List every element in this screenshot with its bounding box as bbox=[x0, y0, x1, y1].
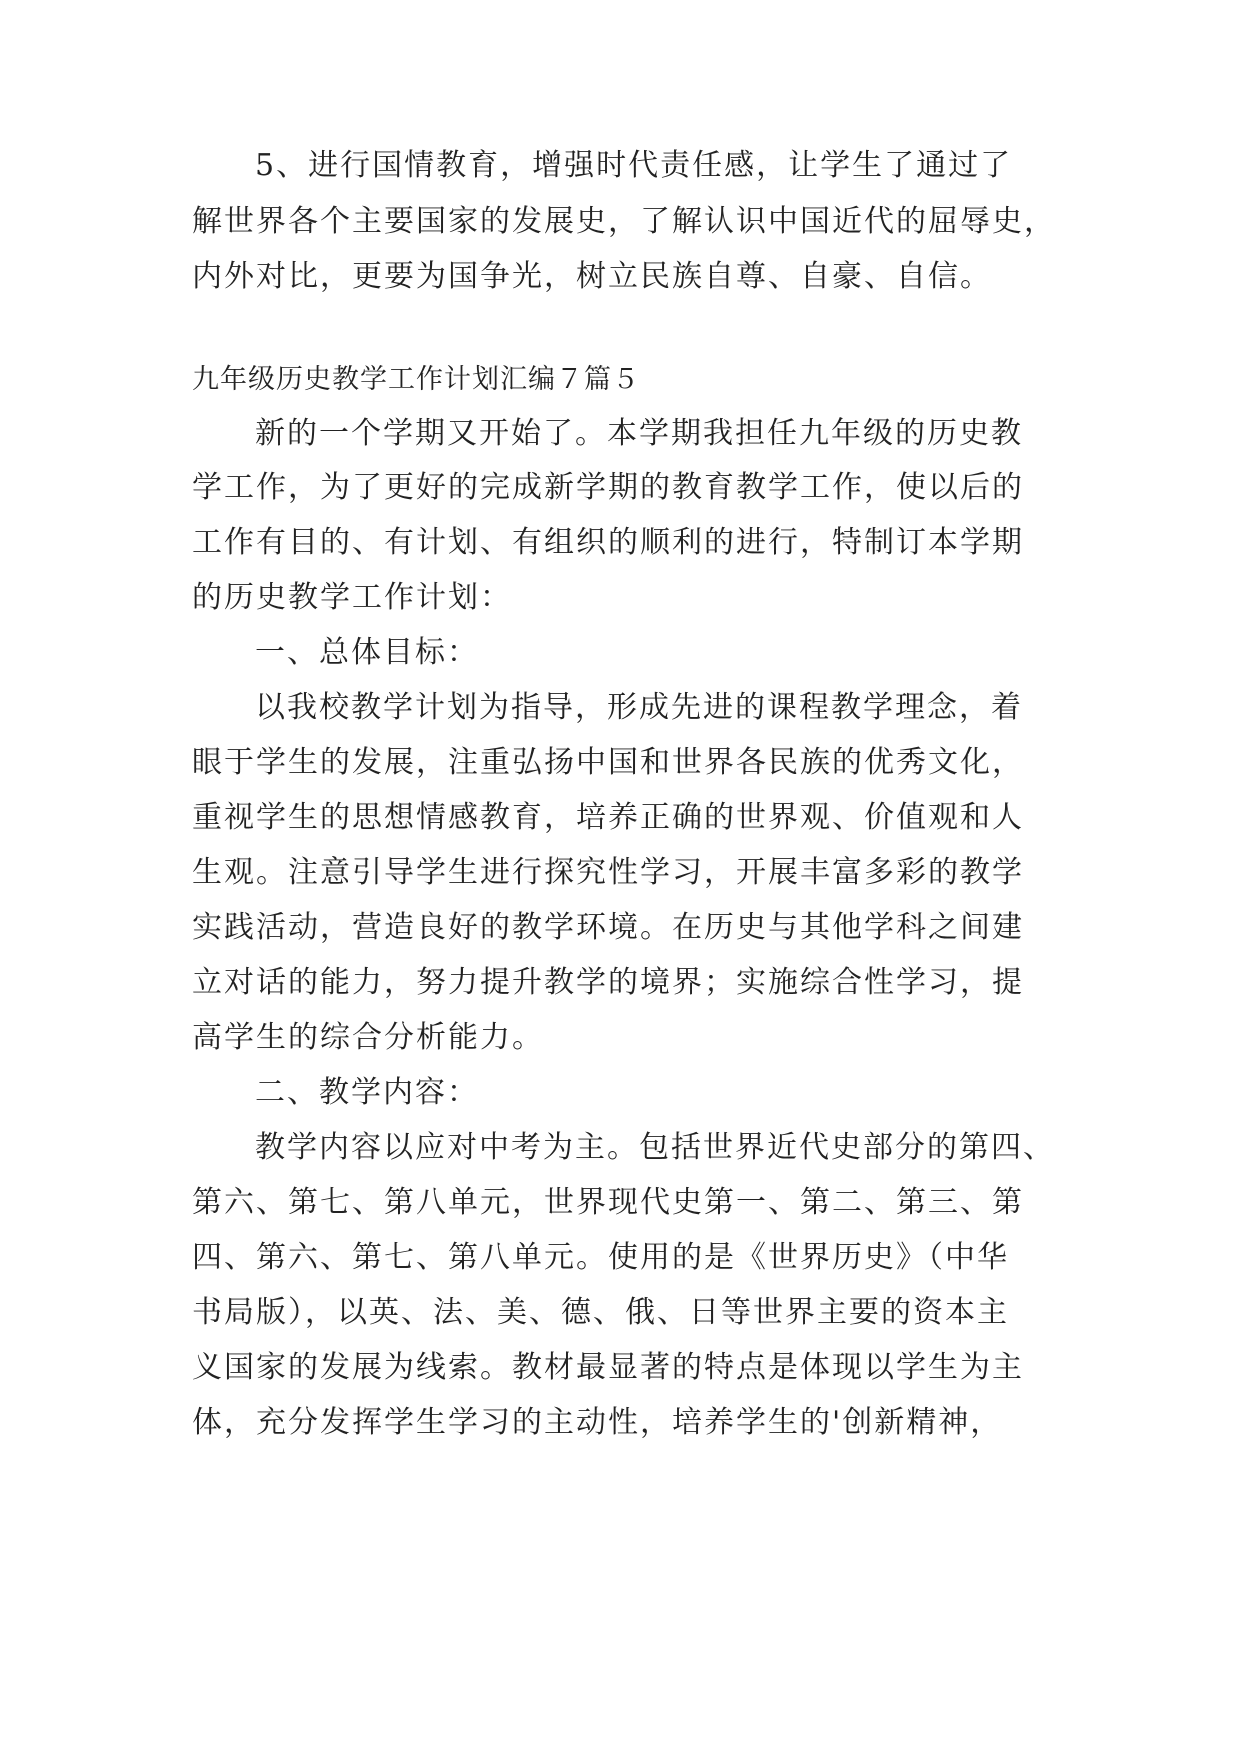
paragraph-line: 工作有目的、有计划、有组织的顺利的进行，特制订本学期 bbox=[192, 525, 1024, 560]
paragraph-line: 体，充分发挥学生学习的主动性，培养学生的'创新精神， bbox=[192, 1405, 1003, 1440]
paragraph-line: 书局版），以英、法、美、德、俄、日等世界主要的资本主 bbox=[192, 1295, 1009, 1330]
section-heading: 九年级历史教学工作计划汇编７篇５ bbox=[192, 364, 640, 395]
paragraph-line: 的历史教学工作计划： bbox=[192, 580, 512, 615]
paragraph-line: 重视学生的思想情感教育，培养正确的世界观、价值观和人 bbox=[192, 800, 1024, 835]
paragraph-line: 教学内容以应对中考为主。包括世界近代史部分的第四、 bbox=[255, 1130, 1055, 1165]
paragraph-line: 第六、第七、第八单元，世界现代史第一、第二、第三、第 bbox=[192, 1185, 1024, 1220]
paragraph-line: 眼于学生的发展，注重弘扬中国和世界各民族的优秀文化， bbox=[192, 745, 1024, 780]
paragraph-line: 内外对比，更要为国争光，树立民族自尊、自豪、自信。 bbox=[192, 259, 992, 294]
paragraph-line: 四、第六、第七、第八单元。使用的是《世界历史》（中华 bbox=[192, 1240, 1009, 1275]
subheading-content: 二、教学内容： bbox=[255, 1075, 479, 1110]
paragraph-line: 生观。注意引导学生进行探究性学习，开展丰富多彩的教学 bbox=[192, 855, 1024, 890]
paragraph-line: 实践活动，营造良好的教学环境。在历史与其他学科之间建 bbox=[192, 910, 1024, 945]
paragraph-line: 义国家的发展为线索。教材最显著的特点是体现以学生为主 bbox=[192, 1350, 1024, 1385]
paragraph-line: 解世界各个主要国家的发展史，了解认识中国近代的屈辱史， bbox=[192, 204, 1056, 239]
paragraph-line: 5、进行国情教育，增强时代责任感，让学生了通过了 bbox=[255, 148, 1013, 183]
paragraph-line: 新的一个学期又开始了。本学期我担任九年级的历史教 bbox=[255, 416, 1023, 451]
paragraph-line: 高学生的综合分析能力。 bbox=[192, 1020, 544, 1055]
paragraph-line: 以我校教学计划为指导，形成先进的课程教学理念，着 bbox=[255, 690, 1023, 725]
paragraph-line: 学工作，为了更好的完成新学期的教育教学工作，使以后的 bbox=[192, 470, 1024, 505]
paragraph-line: 立对话的能力，努力提升教学的境界；实施综合性学习，提 bbox=[192, 965, 1024, 1000]
subheading-goals: 一、总体目标： bbox=[255, 635, 479, 670]
